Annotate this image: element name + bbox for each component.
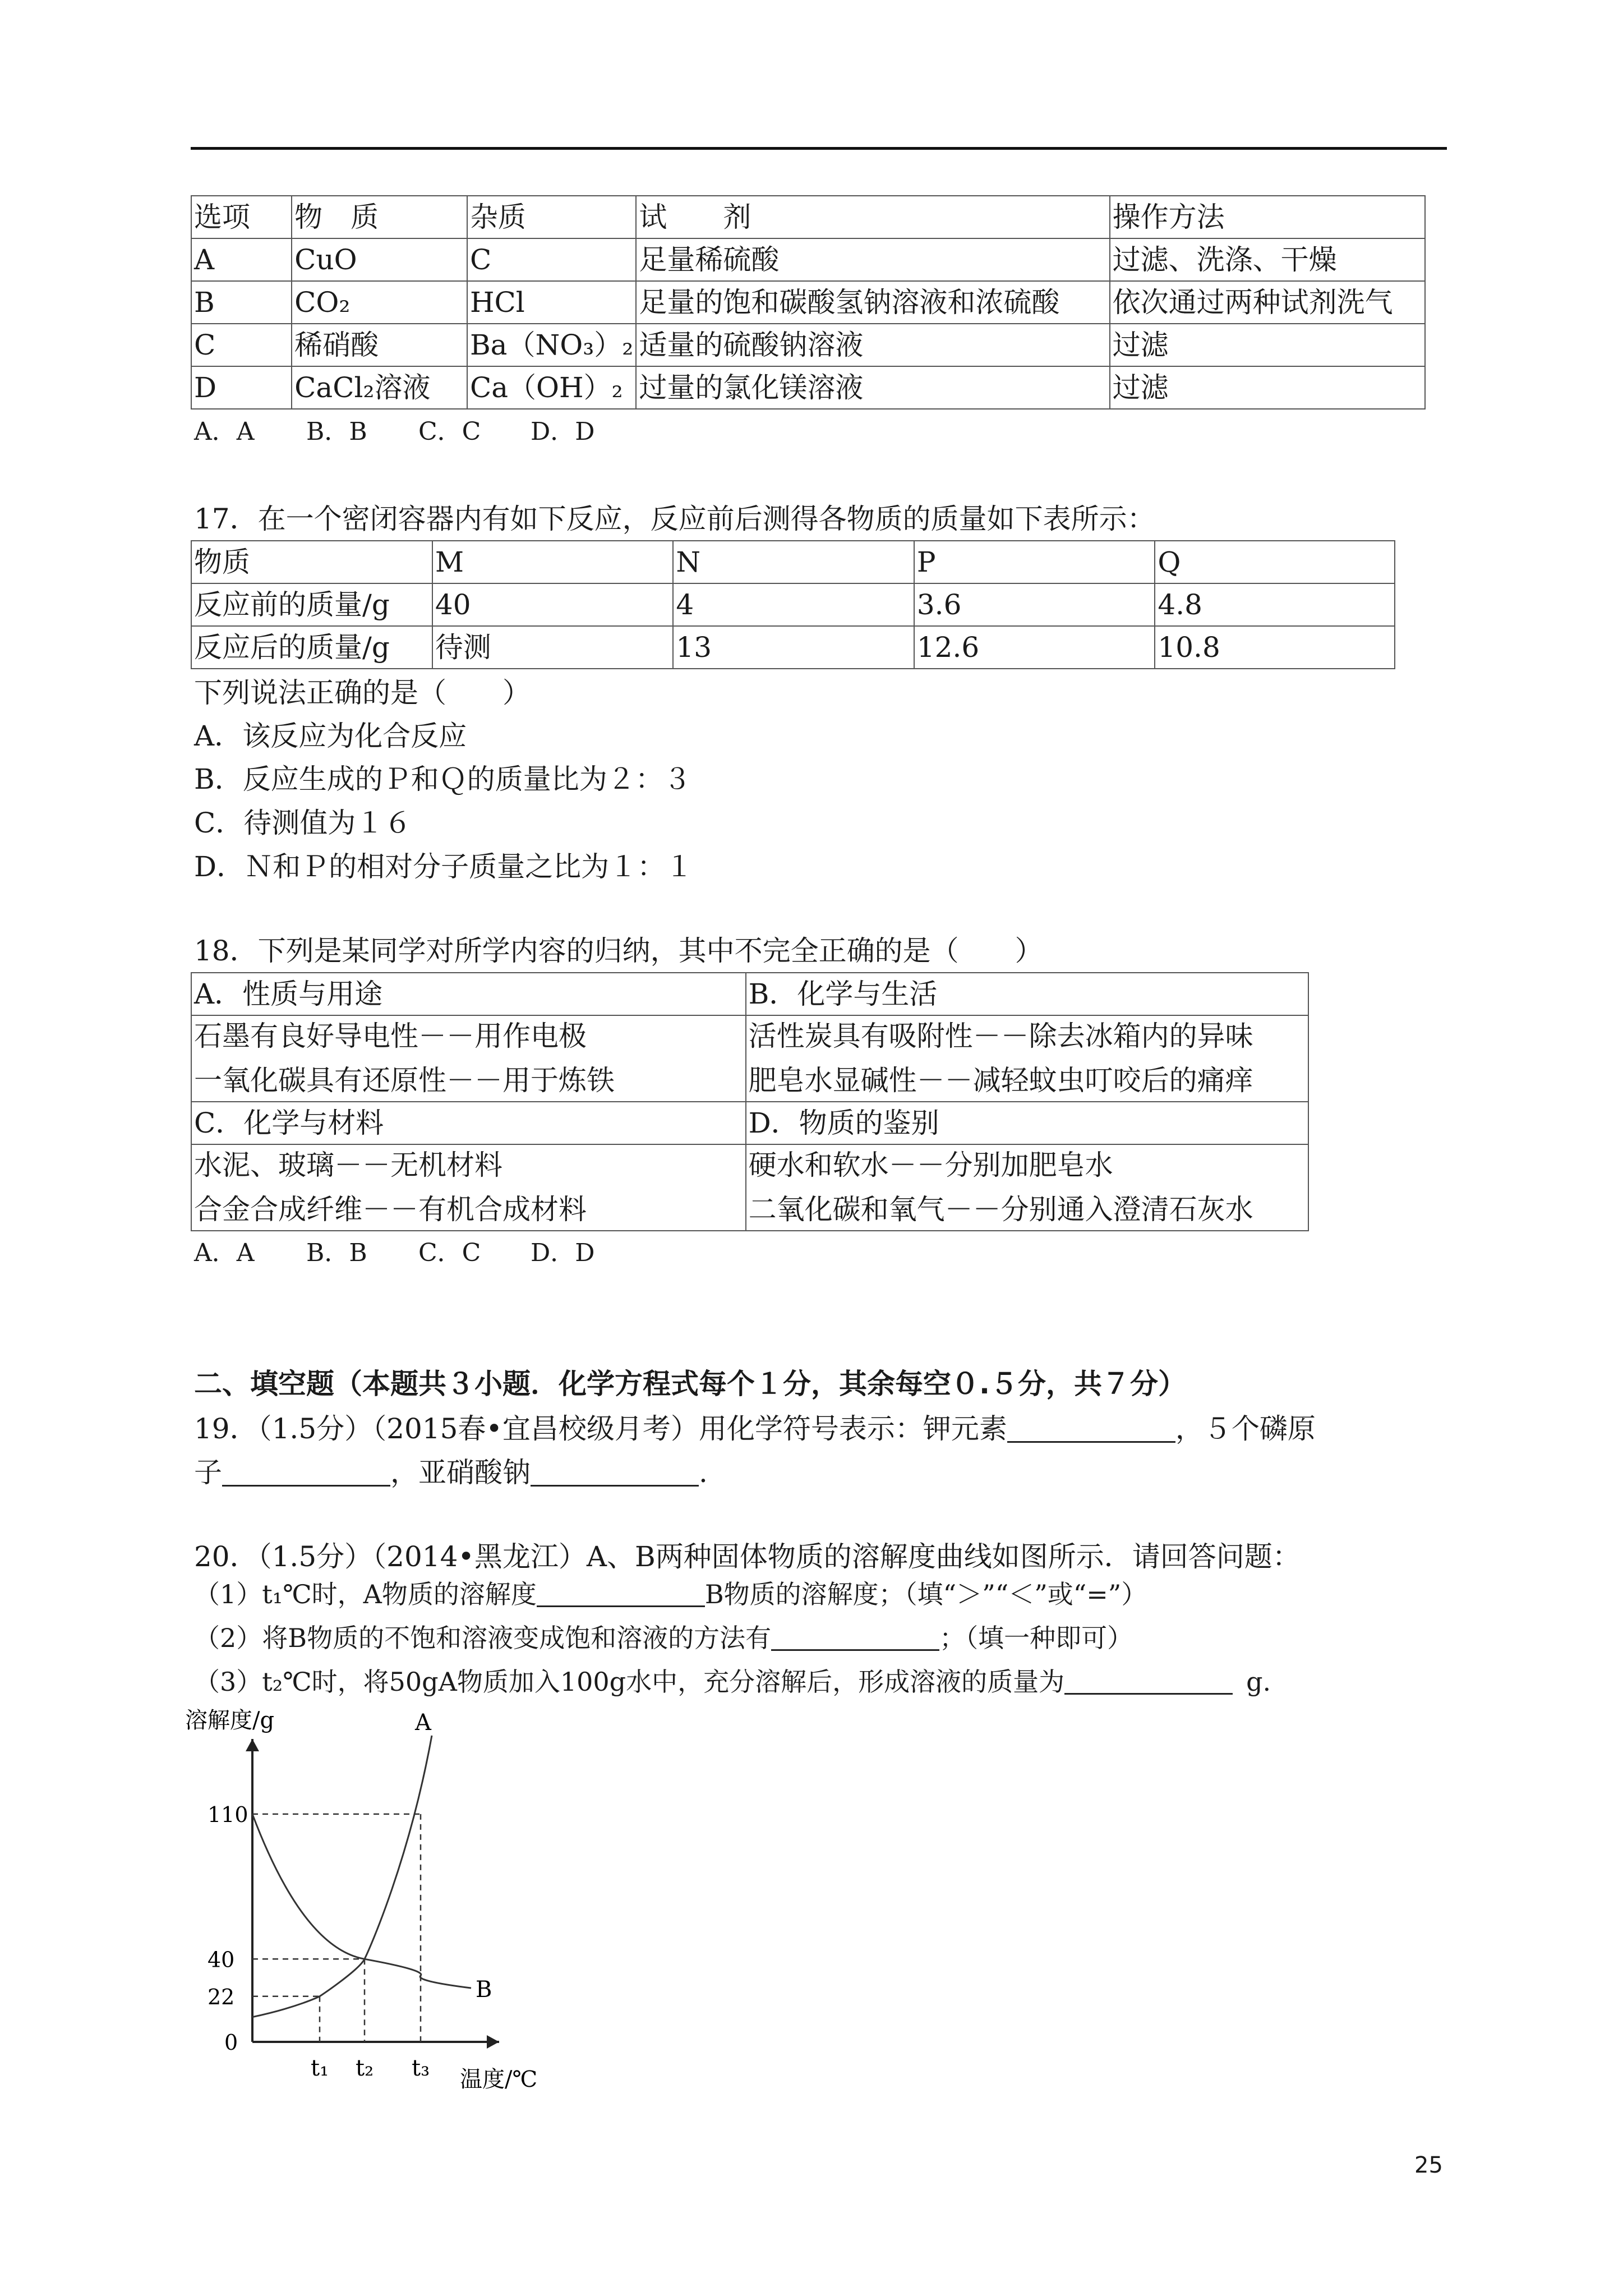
table-row (191, 626, 1395, 669)
table-row (191, 196, 1425, 238)
option-a[interactable]: A．A (194, 417, 255, 446)
q20-part-1 (194, 1581, 1147, 1607)
table-row (191, 238, 1425, 281)
table-header: 试 剂 (636, 196, 1109, 238)
table-header: M (432, 541, 674, 583)
table-cell: C (191, 324, 292, 366)
table-cell: Ca（OH）₂ (467, 366, 636, 409)
table-row (191, 366, 1425, 409)
x-tick-label: t₁ (311, 2055, 329, 2081)
table-cell: D (191, 366, 292, 409)
q20-part-2-text-a: （2）将B物质的不饱和溶液变成饱和溶液的方法有 (194, 1623, 772, 1653)
table-row (191, 973, 1308, 1015)
table-cell: 过量的氯化镁溶液 (636, 366, 1109, 409)
page-number: 25 (1414, 2152, 1443, 2178)
table-cell: B (191, 281, 292, 324)
q20-part-3-text-a: （3）t₂℃时，将50gA物质加入100g水中，充分溶解后，形成溶液的质量为 (194, 1667, 1065, 1697)
table-cell: 过滤 (1110, 324, 1425, 366)
table-cell: 适量的硫酸钠溶液 (636, 324, 1109, 366)
table-header: 物 质 (292, 196, 467, 238)
table-cell: 过滤 (1110, 366, 1425, 409)
solubility-chart (185, 1705, 611, 2098)
series-a-label: A (415, 1709, 431, 1736)
y-tick-label: 22 (208, 1984, 235, 2009)
table-row (191, 324, 1425, 366)
q19-text-3: 子 (194, 1456, 222, 1489)
table-cell: 10.8 (1155, 626, 1395, 669)
answer-blank-4[interactable] (537, 1581, 705, 1607)
q17-stem: 17．在一个密闭容器内有如下反应，反应前后测得各物质的质量如下表所示： (194, 503, 1155, 535)
chart-axes (246, 1739, 499, 2049)
table-cell: 反应后的质量/g (191, 626, 432, 669)
chart-curves (252, 1736, 471, 2017)
table-cell: 13 (673, 626, 914, 669)
table-header: Q (1155, 541, 1395, 583)
table-row (191, 281, 1425, 324)
category-b-content (746, 1015, 1308, 1102)
category-d-content (746, 1144, 1308, 1231)
answer-blank-6[interactable] (1064, 1668, 1233, 1695)
table-cell: 足量稀硫酸 (636, 238, 1109, 281)
category-d-title: D．物质的鉴别 (746, 1102, 1308, 1144)
category-b-title: B．化学与生活 (746, 973, 1308, 1015)
header-rule (191, 147, 1447, 150)
table-cell: CuO (292, 238, 467, 281)
table-cell: 4 (673, 583, 914, 626)
q17-table (191, 540, 1395, 669)
table-cell: 12.6 (914, 626, 1155, 669)
y-axis-label: 溶解度/g (185, 1708, 275, 1733)
answer-blank-3[interactable] (531, 1460, 699, 1487)
table-cell: 4.8 (1155, 583, 1395, 626)
category-c-line-2: 合金合成纤维－－有机合成材料 (194, 1193, 587, 1226)
q20-part-1-text-b: B物质的溶解度；（填“＞”“＜”或“=”） (704, 1579, 1147, 1609)
table-header: 操作方法 (1110, 196, 1425, 238)
option-b[interactable]: B．B (306, 1239, 367, 1267)
category-b-line-2: 肥皂水显碱性－－减轻蚊虫叮咬后的痛痒 (748, 1064, 1253, 1097)
q16-options (194, 417, 595, 446)
q17-choice-a[interactable]: A．该反应为化合反应 (194, 720, 467, 752)
table-header: N (673, 541, 914, 583)
y-tick-label: 0 (224, 2030, 238, 2055)
table-cell: CO₂ (292, 281, 467, 324)
q17-question: 下列说法正确的是（ ） (194, 677, 531, 709)
option-d[interactable]: D．D (531, 417, 595, 446)
table-cell: 足量的饱和碳酸氢钠溶液和浓硫酸 (636, 281, 1109, 324)
series-b-label: B (476, 1977, 492, 2003)
answer-blank-1[interactable] (1007, 1416, 1175, 1443)
table-row (191, 1015, 1308, 1102)
category-c-title: C．化学与材料 (191, 1102, 746, 1144)
category-c-line-1: 水泥、玻璃－－无机材料 (194, 1149, 502, 1181)
q19-text-5: . (699, 1456, 708, 1489)
q17-choice-d[interactable]: D．Ｎ和Ｐ的相对分子质量之比为１：１ (194, 850, 694, 883)
x-axis-label: 温度/℃ (460, 2067, 538, 2092)
table-row (191, 583, 1395, 626)
table-cell: 3.6 (914, 583, 1155, 626)
category-a-line-1: 石墨有良好导电性－－用作电极 (194, 1020, 587, 1052)
y-tick-label: 110 (208, 1802, 248, 1827)
chart-labels (185, 1708, 537, 2092)
table-cell: 过滤、洗涤、干燥 (1110, 238, 1425, 281)
chart-guides (252, 1814, 421, 2042)
option-c[interactable]: C．C (418, 417, 481, 446)
q20-part-3 (194, 1668, 1271, 1695)
table-cell: 待测 (432, 626, 674, 669)
option-c[interactable]: C．C (418, 1239, 481, 1267)
x-tick-label: t₂ (356, 2055, 374, 2081)
table-header: 杂质 (467, 196, 636, 238)
q18-options (194, 1241, 595, 1266)
category-d-line-2: 二氧化碳和氧气－－分别通入澄清石灰水 (748, 1193, 1253, 1226)
q16-table (191, 195, 1426, 409)
q19-line-2 (194, 1458, 708, 1487)
option-d[interactable]: D．D (531, 1239, 595, 1267)
category-b-line-1: 活性炭具有吸附性－－除去冰箱内的异味 (748, 1020, 1253, 1052)
table-row (191, 1144, 1308, 1231)
x-axis-arrow (487, 2035, 499, 2049)
option-a[interactable]: A．A (194, 1239, 255, 1267)
q19-text-4: ，亚硝酸钠 (390, 1456, 531, 1489)
answer-blank-5[interactable] (771, 1625, 939, 1651)
category-a-line-2: 一氧化碳具有还原性－－用于炼铁 (194, 1064, 615, 1097)
table-header: 选项 (191, 196, 292, 238)
q20-part-1-text-a: （1）t₁℃时，A物质的溶解度 (194, 1579, 537, 1609)
y-tick-label: 40 (208, 1947, 235, 1972)
category-c-content (191, 1144, 746, 1231)
q19-line-1 (194, 1412, 1316, 1445)
q17-choice-c[interactable]: C．待测值为１６ (194, 807, 412, 839)
q19-text-1: 19．（1.5分）（2015春•宜昌校级月考）用化学符号表示：钾元素 (194, 1412, 1007, 1445)
q18-stem: 18．下列是某同学对所学内容的归纳，其中不完全正确的是（ ） (194, 935, 1043, 967)
table-header: 物质 (191, 541, 432, 583)
category-a-title: A．性质与用途 (191, 973, 746, 1015)
q17-choice-b[interactable]: B．反应生成的Ｐ和Ｑ的质量比为２：３ (194, 763, 691, 795)
category-a-content (191, 1015, 746, 1102)
table-cell: 反应前的质量/g (191, 583, 432, 626)
table-cell: C (467, 238, 636, 281)
q20-part-2 (194, 1625, 1133, 1651)
option-b[interactable]: B．B (306, 417, 367, 446)
table-row (191, 541, 1395, 583)
q18-table (191, 972, 1309, 1231)
y-axis-arrow (246, 1739, 259, 1751)
table-cell: Ba（NO₃）₂ (467, 324, 636, 366)
table-cell: 依次通过两种试剂洗气 (1110, 281, 1425, 324)
category-d-line-1: 硬水和软水－－分别加肥皂水 (748, 1149, 1113, 1181)
q20-part-3-text-b: g. (1246, 1667, 1271, 1697)
table-cell: A (191, 238, 292, 281)
section-title: 二、填空题（本题共３小题．化学方程式每个１分，其余每空０.５分，共７分） (194, 1368, 1186, 1400)
table-cell: CaCl₂溶液 (292, 366, 467, 409)
table-cell: 40 (432, 583, 674, 626)
q19-text-2: ，５个磷原 (1175, 1412, 1316, 1445)
table-header: P (914, 541, 1155, 583)
x-tick-label: t₃ (412, 2055, 430, 2081)
q20-stem: 20．（1.5分）（2014•黑龙江）A、B两种固体物质的溶解度曲线如图所示．请回答问题： (194, 1540, 1301, 1573)
q20-part-2-text-b: ；（填一种即可） (939, 1623, 1133, 1653)
table-cell: 稀硝酸 (292, 324, 467, 366)
table-cell: HCl (467, 281, 636, 324)
table-row (191, 1102, 1308, 1144)
answer-blank-2[interactable] (222, 1460, 390, 1487)
